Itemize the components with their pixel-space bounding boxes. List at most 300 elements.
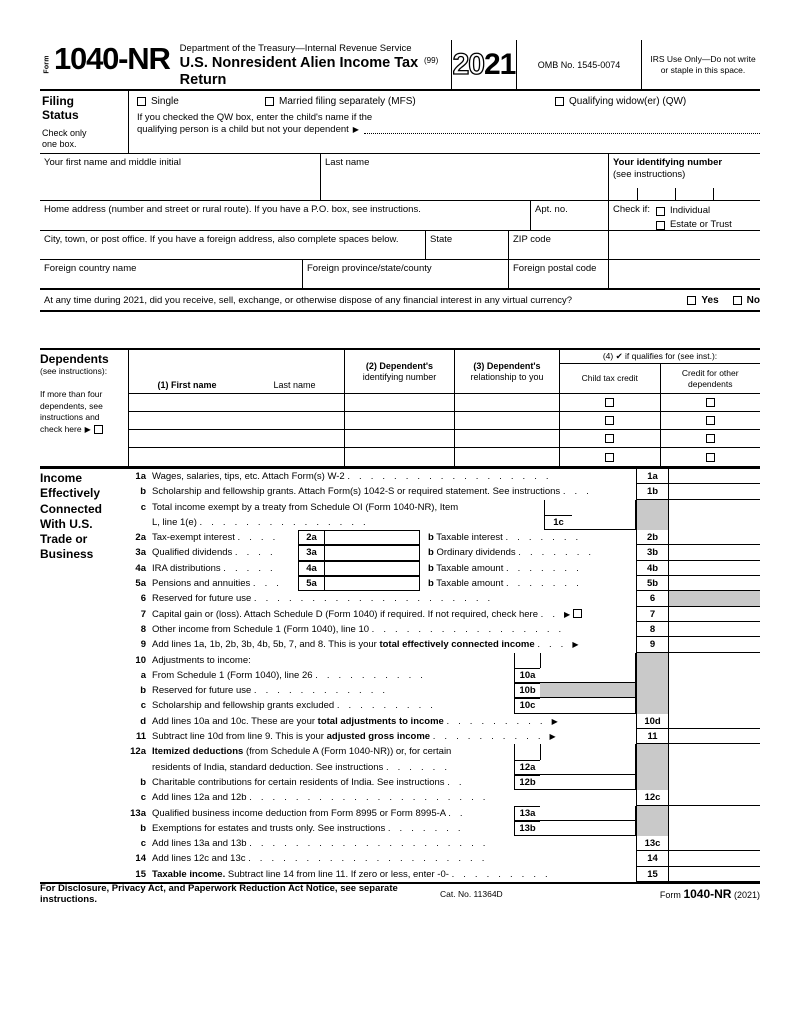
line-text: Charitable contributions for certain residents of India. See instructions . . xyxy=(152,776,465,788)
mid-box-input[interactable] xyxy=(540,821,636,836)
table-row xyxy=(129,430,760,448)
dependent-id-cell[interactable] xyxy=(344,412,454,429)
line-number: 2a xyxy=(135,532,146,544)
check-if-label: Check if: xyxy=(613,204,650,215)
revision-marker xyxy=(421,40,451,89)
line-amount-number: 4b xyxy=(636,561,668,576)
line-text: Tax-exempt interest . . . . xyxy=(152,532,279,544)
line-text: Qualified dividends . . . . xyxy=(152,547,276,559)
mid-box-input[interactable] xyxy=(540,698,636,713)
dependent-relationship-cell[interactable] xyxy=(454,430,559,447)
dep-col1-a-label: (1) First name xyxy=(157,380,217,390)
line-amount-number: 14 xyxy=(636,851,668,866)
mid-box-number: 12b xyxy=(514,775,540,790)
form-line xyxy=(128,836,760,851)
income-label-line: Effectively xyxy=(40,486,101,501)
line-amount-input[interactable] xyxy=(668,714,760,729)
form-line xyxy=(128,469,760,484)
income-label-line: Business xyxy=(40,547,94,562)
qw-note-line2: qualifying person is a child but not your dependent xyxy=(137,124,349,135)
dependent-id-cell[interactable] xyxy=(344,448,454,466)
line-number: 11 xyxy=(135,731,146,743)
amount-shaded-spacer xyxy=(636,698,668,713)
dependent-id-cell[interactable] xyxy=(344,430,454,447)
check-estate-trust-option[interactable] xyxy=(656,218,732,232)
line-1c-amount-input-2[interactable] xyxy=(668,515,760,530)
form-line xyxy=(128,790,760,805)
line-amount-input[interactable] xyxy=(668,851,760,866)
line-amount-input[interactable] xyxy=(668,530,760,545)
dependent-relationship-cell[interactable] xyxy=(454,394,559,411)
home-address-field[interactable] xyxy=(40,201,530,230)
line-number: 1a xyxy=(135,471,146,482)
amount-shaded-spacer xyxy=(636,683,668,698)
line-amount-number: 3b xyxy=(636,545,668,560)
dependents-rows xyxy=(129,394,760,466)
city-label: City, town, or post office. If you have a foreign address, also complete spaces below. xyxy=(44,234,399,245)
dependents-more-note xyxy=(40,389,128,435)
foreign-province-field[interactable] xyxy=(302,260,508,288)
form-line xyxy=(128,714,760,729)
dep-col4b-line1: Credit for other xyxy=(681,368,739,378)
form-title-block xyxy=(176,40,421,89)
line-amount-number: 1b xyxy=(636,484,668,499)
line-text: Taxable income. Subtract line 14 from line 11. If zero or less, enter -0- . . . . . . . . . xyxy=(152,868,551,880)
virtual-currency-no-label: No xyxy=(746,294,760,306)
amount-shaded-spacer xyxy=(636,653,668,668)
omb-number: OMB No. 1545-0074 xyxy=(517,40,642,89)
amount-shaded-spacer xyxy=(636,668,668,683)
more-arrow-icon: ▶ xyxy=(84,424,91,434)
identifying-number-field[interactable] xyxy=(608,154,760,200)
name-address-section xyxy=(40,154,760,289)
line-number: c xyxy=(140,792,146,804)
tax-year xyxy=(451,40,517,89)
checkbox-credit-other-dependents[interactable] xyxy=(706,453,715,462)
checkbox-mfs[interactable] xyxy=(265,97,274,106)
line-text: residents of India, standard deduction. See instructions . . . . . . xyxy=(152,761,451,773)
line-amount-input[interactable] xyxy=(668,729,760,744)
amount-blank xyxy=(668,806,760,821)
dep-col4-top-label: (4) ✔ if qualifies for (see inst.): xyxy=(560,350,760,364)
amount-shaded-spacer xyxy=(636,744,668,759)
virtual-currency-yes[interactable] xyxy=(687,295,718,306)
line-amount-number: 7 xyxy=(636,607,668,622)
line-text: Scholarship and fellowship grants excluded . . . . . . . . . xyxy=(152,700,437,712)
line-1c-value-input[interactable] xyxy=(572,515,636,530)
footer-form-prefix: Form xyxy=(659,890,681,901)
qw-note-arrow-icon: ▶ xyxy=(352,125,359,134)
line-text: From Schedule 1 (Form 1040), line 26 . . . . . . . . . . xyxy=(152,669,427,681)
mid-box-number: 10b xyxy=(514,683,540,698)
line-amount-number: 9 xyxy=(636,637,668,652)
footer-form-year: (2021) xyxy=(733,890,760,901)
line-amount-input[interactable] xyxy=(668,576,760,591)
zip-field[interactable] xyxy=(508,231,608,259)
mid-rail-box xyxy=(540,744,636,759)
qw-child-name-input[interactable] xyxy=(364,133,760,134)
line-amount-input[interactable] xyxy=(668,622,760,637)
section-gap xyxy=(40,312,760,348)
line-text: Add lines 12c and 13c . . . . . . . . . . . . . . . . . . . . . xyxy=(152,853,488,865)
line-text: Capital gain or (loss). Attach Schedule D (Form 1040) if required. If not required, check here . . ▶ xyxy=(152,607,636,622)
mid-box-input[interactable] xyxy=(540,806,636,821)
dependent-name-cell[interactable] xyxy=(129,430,344,447)
form-line xyxy=(128,637,760,652)
line-1c-shaded-number xyxy=(636,500,668,515)
mid-rail-left xyxy=(514,653,540,668)
city-field[interactable] xyxy=(40,231,425,259)
filing-status-option-label: Married filing separately (MFS) xyxy=(279,96,416,107)
form-header xyxy=(40,40,760,91)
dependents-col-relationship xyxy=(454,350,559,393)
line-number: 12a xyxy=(130,746,146,758)
line-text: IRA distributions . . . . . xyxy=(152,562,276,574)
dependent-odc-cell[interactable] xyxy=(660,412,761,429)
dependent-credit-cells xyxy=(559,394,760,411)
form-number: 1040-NR xyxy=(54,41,170,76)
amount-shaded-spacer xyxy=(636,775,668,790)
mid-box-number: 10a xyxy=(514,668,540,683)
form-line xyxy=(128,576,760,591)
dependent-relationship-cell[interactable] xyxy=(454,412,559,429)
line-text: Reserved for future use . . . . . . . . . . . . . . . . . . . . . xyxy=(152,593,494,605)
form-line xyxy=(128,607,760,622)
line-number: b xyxy=(140,822,146,834)
last-name-field[interactable] xyxy=(320,154,608,200)
line-number: 13a xyxy=(130,807,146,819)
dependent-ctc-cell[interactable] xyxy=(560,430,660,447)
identifying-number-sublabel: (see instructions) xyxy=(613,169,686,180)
line-number: d xyxy=(140,715,146,727)
form-line xyxy=(128,851,760,866)
mid-box-number: 3a xyxy=(298,545,324,560)
qw-note-line1: If you checked the QW box, enter the child's name if the xyxy=(137,112,373,123)
form-line xyxy=(128,484,760,499)
foreign-postal-label: Foreign postal code xyxy=(513,263,597,274)
mid-box-number: 2a xyxy=(298,530,324,545)
form-line xyxy=(128,698,760,713)
last-name-label: Last name xyxy=(325,157,370,168)
line-number: 15 xyxy=(135,868,146,880)
revision-text: (99) xyxy=(424,56,439,65)
line-text: Qualified business income deduction from Form 8995 or Form 8995-A . . xyxy=(152,807,466,819)
line-text: Wages, salaries, tips, etc. Attach Form(s) W-2 . . . . . . . . . . . . . . . . . . xyxy=(152,471,552,482)
dep-col1-b-label: Last name xyxy=(273,380,316,390)
checkbox-single[interactable] xyxy=(137,97,146,106)
form-line xyxy=(128,500,760,515)
filing-status-section xyxy=(40,91,760,154)
line-amount-input[interactable] xyxy=(668,607,760,622)
dependents-col-names xyxy=(129,350,344,393)
dependent-ctc-cell[interactable] xyxy=(560,412,660,429)
filing-status-option-mfs[interactable] xyxy=(265,96,555,107)
line-text: Pensions and annuities . . . xyxy=(152,578,283,590)
footer-notice: For Disclosure, Privacy Act, and Paperwork Reduction Act Notice, see separate instructions. xyxy=(40,883,398,906)
dependent-credit-cells xyxy=(559,412,760,429)
dependent-relationship-cell[interactable] xyxy=(454,448,559,466)
amount-blank xyxy=(668,668,760,683)
line-amount-input[interactable] xyxy=(668,469,760,484)
checkbox-child-tax-credit[interactable] xyxy=(605,398,614,407)
checkbox-credit-other-dependents[interactable] xyxy=(706,416,715,425)
apt-no-label: Apt. no. xyxy=(535,204,568,215)
line-amount-number: 1a xyxy=(636,469,668,484)
virtual-currency-question: At any time during 2021, did you receive, sell, exchange, or otherwise dispose of any financial interest in any virtual currency? xyxy=(44,294,573,306)
checkbox-child-tax-credit[interactable] xyxy=(605,416,614,425)
filing-status-option-label: Qualifying widow(er) (QW) xyxy=(569,96,687,107)
line-amount-input[interactable] xyxy=(668,836,760,851)
line-text: Adjustments to income: xyxy=(152,654,251,666)
foreign-country-field[interactable] xyxy=(40,260,302,288)
line-text-b: b Taxable amount . . . . . . . xyxy=(428,578,582,590)
checkbox-credit-other-dependents[interactable] xyxy=(706,434,715,443)
filing-status-sub-1: Check only xyxy=(42,128,87,138)
table-row xyxy=(129,448,760,466)
filing-status-option-qw[interactable] xyxy=(555,96,686,107)
line-amount-number: 5b xyxy=(636,576,668,591)
checkbox-estate-or-trust[interactable] xyxy=(656,221,665,230)
form-line xyxy=(128,515,760,530)
first-name-field[interactable] xyxy=(40,154,320,200)
line-amount-input[interactable] xyxy=(668,484,760,499)
line-text: Itemized deductions (from Schedule A (Form 1040-NR)) or, for certain xyxy=(152,746,452,758)
line-amount-number: 13c xyxy=(636,836,668,851)
line-text-b: b Taxable interest . . . . . . . xyxy=(428,532,582,544)
checkbox-credit-other-dependents[interactable] xyxy=(706,398,715,407)
form-line xyxy=(128,530,760,545)
dep-col3-line2: relationship to you xyxy=(470,371,544,382)
line-amount-number: 8 xyxy=(636,622,668,637)
mid-box-number: 12a xyxy=(514,760,540,775)
dep-col2-line1: (2) Dependent's xyxy=(365,360,434,371)
mid-box-number: 13a xyxy=(514,806,540,821)
line-number: 9 xyxy=(140,639,146,651)
line-text: Add lines 13a and 13b . . . . . . . . . . . . . . . . . . . . . xyxy=(152,838,489,850)
dependents-table-header xyxy=(129,350,760,394)
ssn-digit-separators xyxy=(637,188,713,200)
checkbox-individual[interactable] xyxy=(656,207,665,216)
line-number: 7 xyxy=(140,608,146,620)
income-label-line: Connected xyxy=(40,501,103,516)
line-amount-input[interactable] xyxy=(668,867,760,882)
amount-blank xyxy=(668,744,760,759)
virtual-currency-question-row xyxy=(40,289,760,312)
mid-rail-left xyxy=(514,744,540,759)
line-text: Add lines 1a, 1b, 2b, 3b, 4b, 5b, 7, and 8. This is your total effectively connected income . . . ▶ xyxy=(152,639,579,651)
line-amount-number: 10d xyxy=(636,714,668,729)
footer-cat-no: Cat. No. 11364D xyxy=(440,889,503,900)
dependents-col-credits xyxy=(559,350,760,393)
line-amount-number: 11 xyxy=(636,729,668,744)
line-number: c xyxy=(140,838,146,850)
filing-status-title-2: Status xyxy=(42,107,79,122)
line-1c-amount-input[interactable] xyxy=(668,500,760,515)
amount-blank xyxy=(668,683,760,698)
line-number: b xyxy=(140,486,146,498)
form-word-text: Form xyxy=(43,55,51,74)
foreign-postal-field[interactable] xyxy=(508,260,608,288)
dependents-table xyxy=(128,350,760,466)
amount-blank xyxy=(668,760,760,775)
home-address-label: Home address (number and street or rural route). If you have a P.O. box, see instructions. xyxy=(44,204,421,215)
filing-status-title-1: Filing xyxy=(42,94,74,108)
table-row xyxy=(129,412,760,430)
line-number xyxy=(128,515,152,530)
mid-rail-box xyxy=(540,653,636,668)
more-line-1: If more than four xyxy=(40,389,103,399)
income-label-line: Income xyxy=(40,471,83,485)
line-text-b: b Taxable amount . . . . . . . xyxy=(428,562,582,574)
dependent-odc-cell[interactable] xyxy=(660,394,761,411)
form-line xyxy=(128,622,760,637)
form-footer xyxy=(40,882,760,904)
mid-box-input[interactable] xyxy=(540,775,636,790)
line-text: Scholarship and fellowship grants. Attach Form(s) 1042-S or required statement. See instructions . . . xyxy=(152,486,593,498)
dependents-title: Dependents xyxy=(40,352,109,366)
line-number: c xyxy=(140,700,146,712)
check-individual-label: Individual xyxy=(669,205,711,216)
dependent-name-cell[interactable] xyxy=(129,448,344,466)
dependents-section xyxy=(40,348,760,467)
line-amount-input[interactable] xyxy=(668,545,760,560)
virtual-currency-yes-label: Yes xyxy=(701,294,719,306)
form-line xyxy=(128,729,760,744)
line-amount-input[interactable] xyxy=(668,790,760,805)
line-1c-shaded-number-2 xyxy=(636,515,668,530)
irs-use-only-note: IRS Use Only—Do not write or staple in this space. xyxy=(650,54,756,75)
checkbox-child-tax-credit[interactable] xyxy=(605,434,614,443)
line-text-b: b Ordinary dividends . . . . . . . xyxy=(428,547,595,559)
checkbox-virtual-currency-yes[interactable] xyxy=(687,296,696,305)
dependent-ctc-cell[interactable] xyxy=(560,394,660,411)
dependent-id-cell[interactable] xyxy=(344,394,454,411)
form-line xyxy=(128,668,760,683)
line-number: 8 xyxy=(140,623,146,635)
amount-shaded-spacer xyxy=(636,806,668,821)
form-line xyxy=(128,775,760,790)
line-text: Add lines 10a and 10c. These are your total adjustments to income . . . . . . . . . ▶ xyxy=(152,715,558,727)
footer-form-id xyxy=(590,887,760,901)
form-line xyxy=(128,591,760,606)
more-line-4: check here xyxy=(40,423,82,434)
form-line xyxy=(128,744,760,759)
line-number: 14 xyxy=(135,853,146,865)
form-line xyxy=(128,821,760,836)
line-text: Reserved for future use . . . . . . . . . . . . xyxy=(152,685,389,697)
mid-box-number: 10c xyxy=(514,698,540,713)
form-line xyxy=(128,653,760,668)
form-line xyxy=(128,561,760,576)
foreign-right-blank xyxy=(608,260,760,288)
line-amount-input[interactable] xyxy=(668,591,760,606)
amount-blank xyxy=(668,698,760,713)
line-number: b xyxy=(140,776,146,788)
mid-box-number: 1c xyxy=(544,515,572,530)
dependent-odc-cell[interactable] xyxy=(660,430,761,447)
line-amount-number: 2b xyxy=(636,530,668,545)
line-number: b xyxy=(140,685,146,697)
filing-status-sub-2: one box. xyxy=(42,139,77,149)
mid-box-input[interactable] xyxy=(540,683,636,698)
line-text: Add lines 12a and 12b . . . . . . . . . . . . . . . . . . . . . xyxy=(152,792,489,804)
mid-box-number: 13b xyxy=(514,821,540,836)
foreign-province-label: Foreign province/state/county xyxy=(307,263,432,274)
qw-child-note xyxy=(137,112,760,136)
checkbox-qw[interactable] xyxy=(555,97,564,106)
mid-box-input[interactable] xyxy=(540,760,636,775)
line-text: Subtract line 10d from line 9. This is your adjusted gross income . . . . . . . . . . ▶ xyxy=(152,731,556,743)
mid-box-input[interactable] xyxy=(324,545,420,560)
checkbox-virtual-currency-no[interactable] xyxy=(733,296,742,305)
virtual-currency-no[interactable] xyxy=(733,295,760,306)
form-line xyxy=(128,683,760,698)
dependent-odc-cell[interactable] xyxy=(660,448,761,466)
line-number: 3a xyxy=(135,547,146,559)
line-amount-input[interactable] xyxy=(668,561,760,576)
state-field[interactable] xyxy=(425,231,508,259)
mid-box-input[interactable] xyxy=(324,561,420,576)
filing-status-options xyxy=(128,91,760,153)
checkbox-child-tax-credit[interactable] xyxy=(605,453,614,462)
mid-box-input[interactable] xyxy=(324,576,420,591)
line-number: 10 xyxy=(135,654,146,666)
line-number: a xyxy=(140,669,146,681)
line-text: Total income exempt by a treaty from Schedule OI (Form 1040-NR), Item xyxy=(152,501,459,513)
amount-shaded-spacer xyxy=(636,760,668,775)
line-number: c xyxy=(140,501,146,513)
line-amount-number: 6 xyxy=(636,591,668,606)
line-text: Exemptions for estates and trusts only. See instructions . . . . . . . xyxy=(152,822,464,834)
check-estate-trust-label: Estate or Trust xyxy=(669,219,732,230)
line-text: Other income from Schedule 1 (Form 1040), line 10 . . . . . . . . . . . . . . . . . xyxy=(152,623,565,635)
dependent-ctc-cell[interactable] xyxy=(560,448,660,466)
mid-box-input[interactable] xyxy=(324,530,420,545)
dependent-name-cell[interactable] xyxy=(129,394,344,411)
mid-box-input[interactable] xyxy=(540,668,636,683)
income-lines xyxy=(128,469,760,882)
dep-col4a-label: Child tax credit xyxy=(581,373,638,384)
apt-no-field[interactable] xyxy=(530,201,608,230)
tax-year-century: 20 xyxy=(452,47,484,81)
first-name-label: Your first name and middle initial xyxy=(44,157,181,168)
dependents-col-id xyxy=(344,350,454,393)
dependent-name-cell[interactable] xyxy=(129,412,344,429)
filing-status-option-single[interactable] xyxy=(137,96,265,107)
amount-blank xyxy=(668,775,760,790)
line-number: 4a xyxy=(135,562,146,574)
foreign-country-label: Foreign country name xyxy=(44,263,137,274)
more-line-2: dependents, see xyxy=(40,400,103,411)
more-line-3: instructions and xyxy=(40,412,100,422)
form-title: U.S. Nonresident Alien Income Tax Return xyxy=(179,55,419,88)
income-section-label xyxy=(40,469,128,882)
footer-form-name: 1040-NR xyxy=(683,887,732,902)
tax-year-short: 21 xyxy=(484,47,516,81)
income-section xyxy=(40,467,760,882)
amount-blank xyxy=(668,653,760,668)
income-label-line: Trade or xyxy=(40,532,88,547)
line-amount-number: 15 xyxy=(636,867,668,882)
checkbox-more-than-four-dependents[interactable] xyxy=(94,425,103,434)
line-amount-input[interactable] xyxy=(668,637,760,652)
amount-blank xyxy=(668,821,760,836)
mid-box-number: 4a xyxy=(298,561,324,576)
identifying-number-label: Your identifying number xyxy=(613,157,723,168)
form-word-label xyxy=(40,40,54,89)
mid-box-number: 5a xyxy=(298,576,324,591)
check-individual-option[interactable] xyxy=(656,204,732,218)
